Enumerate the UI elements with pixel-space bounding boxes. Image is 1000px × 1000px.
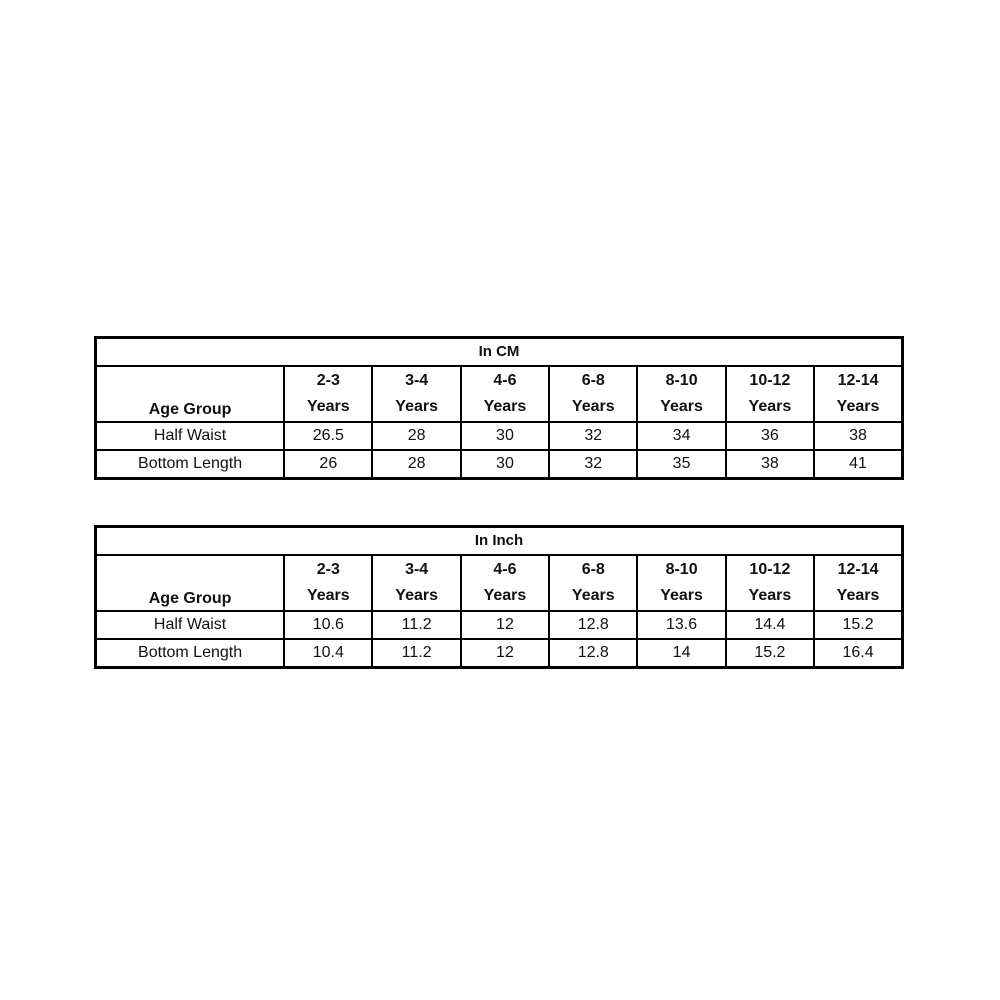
age-unit: Years [483, 398, 527, 415]
age-unit: Years [395, 587, 438, 604]
table-row [96, 639, 903, 668]
age-group-label: Age Group [96, 366, 285, 422]
column-header [549, 366, 637, 422]
table-cell: 10.4 [284, 639, 372, 668]
table-cell: 16.4 [814, 639, 902, 668]
column-header [372, 555, 460, 611]
table-cell: 35 [637, 450, 725, 479]
table-cell: 15.2 [726, 639, 814, 668]
age-range: 10-12 [749, 561, 791, 578]
age-unit: Years [306, 587, 350, 604]
age-range: 12-14 [837, 561, 879, 578]
age-range: 8-10 [665, 372, 698, 389]
age-unit: Years [748, 587, 792, 604]
column-header [637, 555, 725, 611]
age-range: 10-12 [749, 372, 791, 389]
table-cell: 13.6 [637, 611, 725, 639]
table-cell: 41 [814, 450, 902, 479]
table-row [96, 422, 903, 450]
age-unit: Years [483, 587, 527, 604]
table-row [96, 450, 903, 479]
table-cell: 12 [461, 639, 549, 668]
table-cell: 11.2 [372, 639, 460, 668]
table-cell: 12.8 [549, 611, 637, 639]
row-label: Bottom Length [96, 639, 285, 668]
table-cell: 38 [814, 422, 902, 450]
table-cell: 26 [284, 450, 372, 479]
column-header [814, 366, 902, 422]
table-header-row [96, 366, 903, 422]
table-cell: 36 [726, 422, 814, 450]
age-unit: Years [306, 398, 350, 415]
age-unit: Years [660, 587, 703, 604]
column-header [637, 366, 725, 422]
age-unit: Years [571, 398, 615, 415]
table-cell: 11.2 [372, 611, 460, 639]
row-label: Half Waist [96, 422, 285, 450]
age-unit: Years [660, 398, 703, 415]
age-range: 2-3 [316, 561, 340, 578]
age-unit: Years [748, 398, 792, 415]
column-header [284, 555, 372, 611]
table-cell: 32 [549, 422, 637, 450]
size-chart-table-cm [94, 336, 904, 480]
table-cell: 30 [461, 422, 549, 450]
age-range: 3-4 [405, 561, 429, 578]
table-cell: 28 [372, 422, 460, 450]
table-title: In CM [96, 338, 903, 367]
column-header [726, 366, 814, 422]
row-label: Half Waist [96, 611, 285, 639]
table-cell: 15.2 [814, 611, 902, 639]
age-range: 4-6 [493, 561, 517, 578]
table-header-row [96, 555, 903, 611]
age-unit: Years [571, 587, 615, 604]
column-header [284, 366, 372, 422]
table-cell: 14.4 [726, 611, 814, 639]
column-header [549, 555, 637, 611]
column-header [461, 555, 549, 611]
table-cell: 30 [461, 450, 549, 479]
column-header [372, 366, 460, 422]
age-range: 12-14 [837, 372, 879, 389]
age-group-label: Age Group [96, 555, 285, 611]
table-row [96, 611, 903, 639]
age-unit: Years [836, 587, 880, 604]
table-cell: 38 [726, 450, 814, 479]
column-header [726, 555, 814, 611]
table-cell: 28 [372, 450, 460, 479]
table-cell: 34 [637, 422, 725, 450]
age-range: 8-10 [665, 561, 698, 578]
age-range: 6-8 [581, 372, 605, 389]
row-label: Bottom Length [96, 450, 285, 479]
age-range: 3-4 [405, 372, 429, 389]
table-cell: 10.6 [284, 611, 372, 639]
column-header [461, 366, 549, 422]
table-cell: 12.8 [549, 639, 637, 668]
age-range: 6-8 [581, 561, 605, 578]
age-unit: Years [836, 398, 880, 415]
table-title: In Inch [96, 527, 903, 556]
table-cell: 14 [637, 639, 725, 668]
table-cell: 12 [461, 611, 549, 639]
size-chart-table-inch [94, 525, 904, 669]
age-range: 2-3 [316, 372, 340, 389]
table-cell: 32 [549, 450, 637, 479]
table-cell: 26.5 [284, 422, 372, 450]
age-range: 4-6 [493, 372, 517, 389]
column-header [814, 555, 902, 611]
age-unit: Years [395, 398, 438, 415]
